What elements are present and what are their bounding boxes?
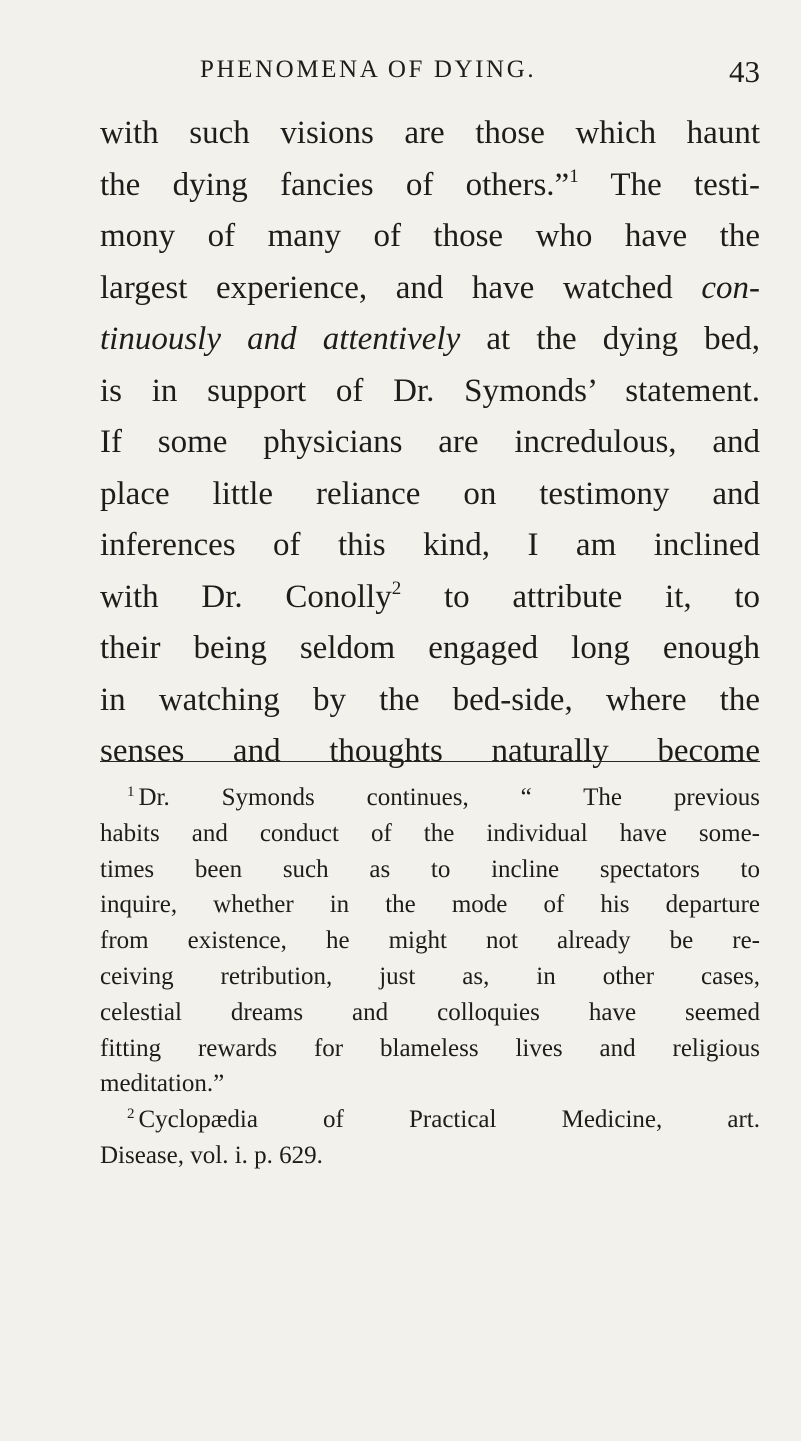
footnote-line: celestial dreams and colloquies have seemed [100,998,760,1026]
body-line: tinuously and attentively at the dying bed, [100,321,761,357]
footnote-marker: 1 [127,784,135,800]
footnote-ref: 1 [569,165,579,187]
footnote-line: $^1$ Dr. Symonds continues, “ The previous [127,784,760,811]
body-line: in watching by the bed-side, where the [100,681,760,718]
body-line: the dying fancies of others.”$^1$ The testi- [100,165,760,203]
footnote-line: Disease, vol. i. p. 629. [100,1141,323,1169]
footnote-ref: 2 [391,577,402,599]
running-title: PHENOMENA OF DYING. [200,56,537,83]
emphasis: con- [701,269,760,306]
body-line: is in support of Dr. Symonds’ statement. [100,372,760,409]
footnote-line: $^2$ Cyclopædia of Practical Medicine, art. [127,1106,760,1134]
body-line: inferences of this kind, I am inclined [100,527,760,563]
body-line: with such visions are those which haunt [100,115,760,151]
body-line: senses and thoughts naturally become [100,733,760,769]
footnotes [100,780,760,1174]
footnote-line: meditation.” [100,1070,225,1098]
body-line: with Dr. Conolly$^2$ to attribute it, to [100,577,760,615]
footnote-line: fitting rewards for blameless lives and religious [100,1034,760,1062]
body-line: their being seldom engaged long enough [100,630,760,666]
page-number: 43 [729,54,760,89]
footnote-rule [100,761,760,762]
running-head [100,56,760,96]
footnote-line: inquire, whether in the mode of his departure [100,891,760,919]
body-line: If some physicians are incredulous, and [100,424,760,460]
body-line: place little reliance on testimony and [100,475,760,512]
footnote-marker: 2 [127,1106,135,1123]
body-line: largest experience, and have watched con- [100,269,760,306]
footnote-line: habits and conduct of the individual have some- [100,819,760,847]
footnote-line: from existence, he might not already be re- [100,927,760,955]
emphasis: tinuously and attentively [100,321,461,357]
body-line: mony of many of those who have the [100,218,760,254]
footnote-line: ceiving retribution, just as, in other cases, [100,962,760,990]
footnote-line: times been such as to incline spectators to [100,855,760,883]
body-text [100,108,760,778]
